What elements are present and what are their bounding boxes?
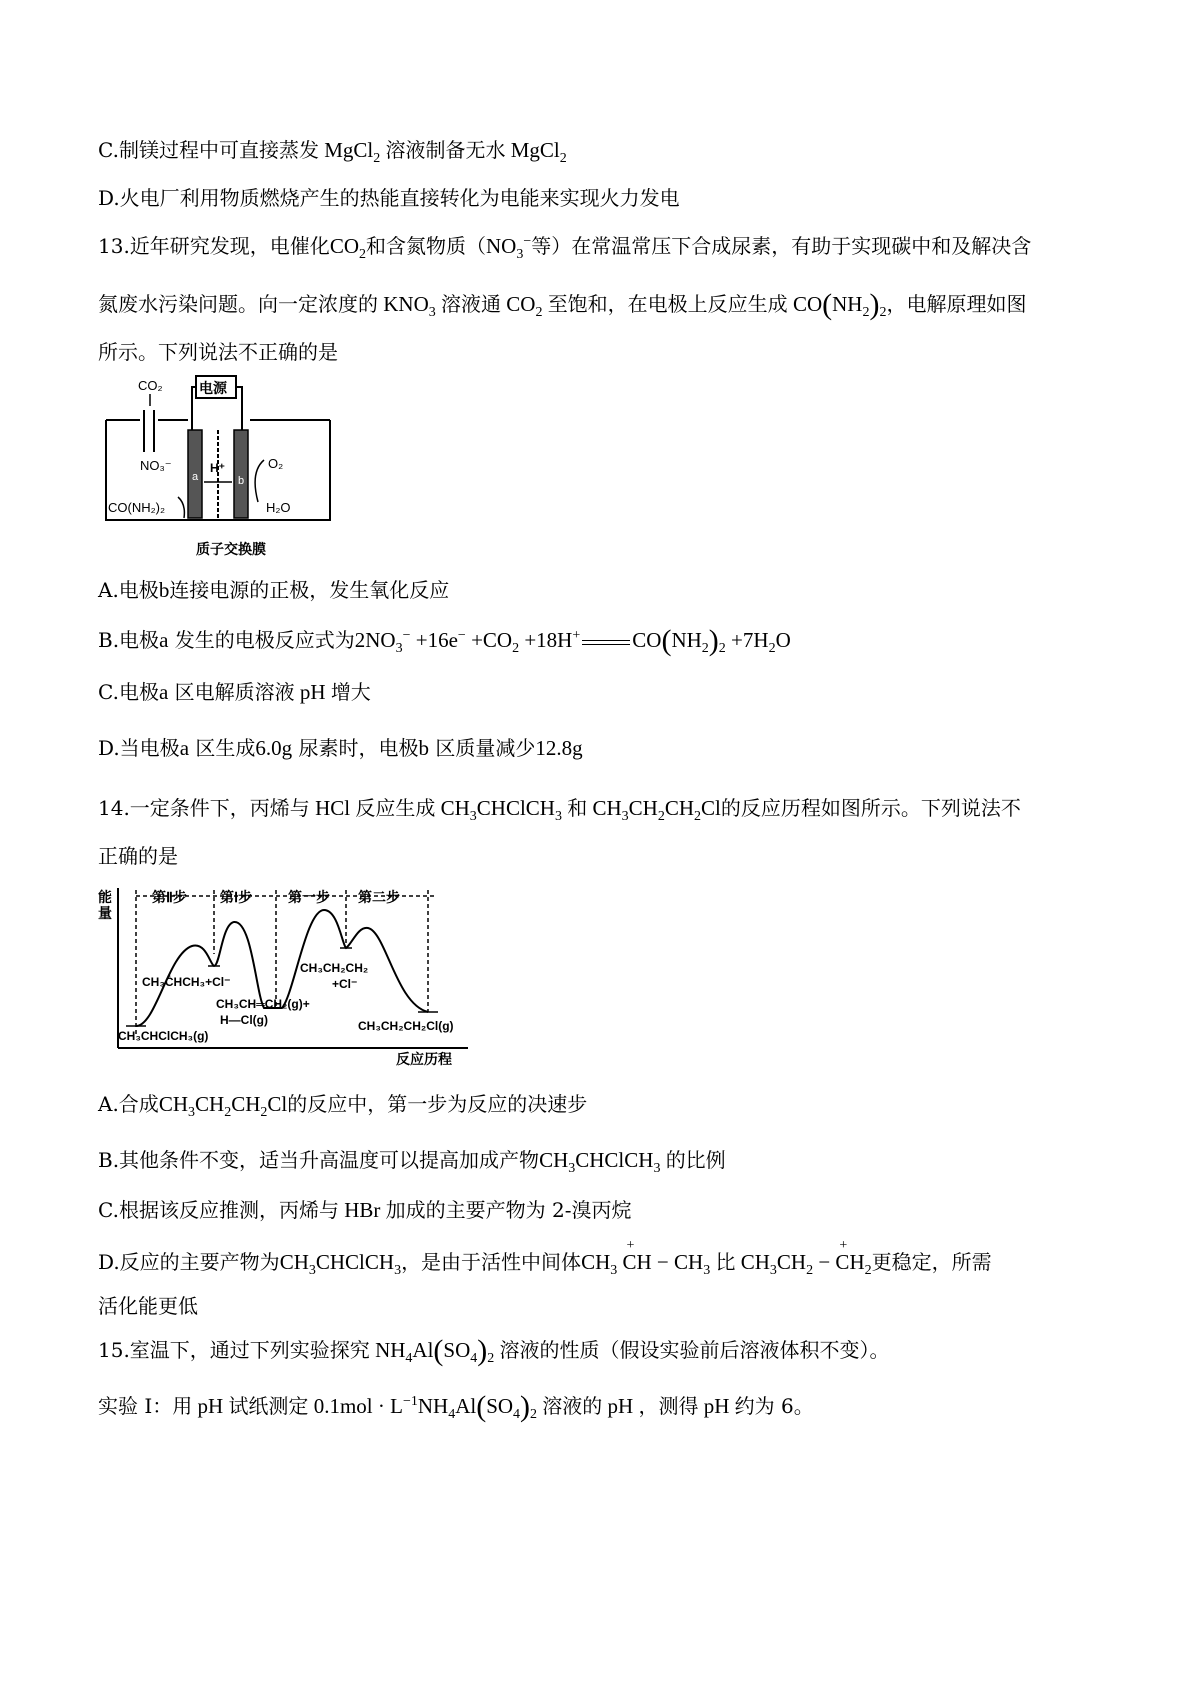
x-axis-label: 反应历程 [396,1051,452,1067]
y-axis-label-text: 能 [98,889,112,905]
electrode-b [234,430,248,518]
electrode-b-label: b [238,475,245,487]
oxygen-label: O₂ [268,456,284,471]
step-second-label: 第二步 [358,889,400,905]
q14-stem-line1: 14.一定条件下，丙烯与 HCl 反应生成 $CH_3CHClCH_3$ 和 $CH_3CH_2CH_2Cl$的反应历程如图所示。下列说法不 [98,796,1021,824]
power-source-label: 电源 [199,380,227,396]
step-first-label: 第一步 [288,889,330,905]
reactant-label-1: CH₃CH═CH₂(g)+ [216,997,310,1011]
q13-option-d: D.当电极a 区生成6.0g 尿素时，电极b 区质量减少12.8g [98,736,583,760]
intermediate-right-label-1: CH₃CH₂CH₂ [300,961,369,975]
electrolysis-diagram [100,372,340,562]
step-I-label: 第Ⅰ步 [220,889,253,905]
urea-label: CO(NH₂)₂ [108,500,166,515]
q12-option-c: C.制镁过程中可直接蒸发 MgCl$_2$ 溶液制备无水 MgCl$_2$ [98,138,567,166]
intermediate-right-label-2: +Cl⁻ [332,977,358,991]
nitrate-label: NO₃⁻ [140,458,172,473]
q14-stem-line2: 正确的是 [98,844,178,868]
q13-stem-line2: 氮废水污染问题。向一定浓度的 $KNO_3$ 溶液通 $CO_2$ 至饱和，在电极上反应生成 $CO(NH_2)_2$，电解原理如图 [98,288,1027,321]
q15-stem: 15.室温下，通过下列实验探究 $NH_4Al(SO_4)_2$ 溶液的性质（假设实验前后溶液体积不变）。 [98,1334,890,1367]
q14-option-a: A.合成$CH_3CH_2CH_2Cl$的反应中，第一步为反应的决速步 [98,1092,588,1120]
q13-option-a: A.电极b连接电源的正极，发生氧化反应 [98,578,450,602]
h-plus-label: H⁺ [210,461,225,475]
q14-option-d-line2: 活化能更低 [98,1294,198,1318]
energy-profile-diagram [96,884,476,1068]
product-right-label: CH₃CH₂CH₂Cl(g) [358,1019,454,1033]
reactant-label-2: H—Cl(g) [220,1013,268,1027]
water-label: H₂O [266,500,291,515]
intermediate-left-label: CH₃ĊHCH₃+Cl⁻ [142,975,231,989]
q13-stem-line1: 13.近年研究发现，电催化$CO_2$和含氮物质（$NO_3^-$等）在常温常压下合成尿素，有助于实现碳中和及解决含 [98,234,1032,262]
q14-option-c: C.根据该反应推测，丙烯与 HBr 加成的主要产物为 2-溴丙烷 [98,1198,632,1222]
step-II-label: 第Ⅱ步 [152,889,187,905]
q12-option-d: D.火电厂利用物质燃烧产生的热能直接转化为电能来实现火力发电 [98,186,680,210]
electrode-a-label: a [192,471,199,483]
product-left-label: CH₃CHClCH₃(g) [118,1029,209,1043]
q14-option-d: D.反应的主要产物为$CH_3CHClCH_3$，是由于活性中间体$CH_3$ C + $H - CH_3$ 比 $CH_3CH_2 - C$ + $H_2$更稳定，所需 [98,1238,992,1278]
q14-option-b: B.其他条件不变，适当升高温度可以提高加成产物$CH_3CHClCH_3$ 的比例 [98,1148,726,1176]
q13-option-b: B.电极a 发生的电极反应式为$2NO_3^- +16e^- +CO_2 +18H^+$ $CO(NH_2)_2 +7H_2O$ [98,624,791,657]
membrane-caption: 质子交换膜 [196,541,266,557]
co2-label: CO₂ [138,378,163,393]
y-axis-label: 能 量 [98,889,112,921]
q15-experiment-1: 实验 I：用 pH 试纸测定 $0.1mol \cdot L^{-1}NH_4Al(SO_4)_2$ 溶液的 pH ，测得 pH 约为 6。 [98,1390,814,1423]
q13-stem-line3: 所示。下列说法不正确的是 [98,340,338,364]
q13-option-c: C.电极a 区电解质溶液 pH 增大 [98,680,371,704]
